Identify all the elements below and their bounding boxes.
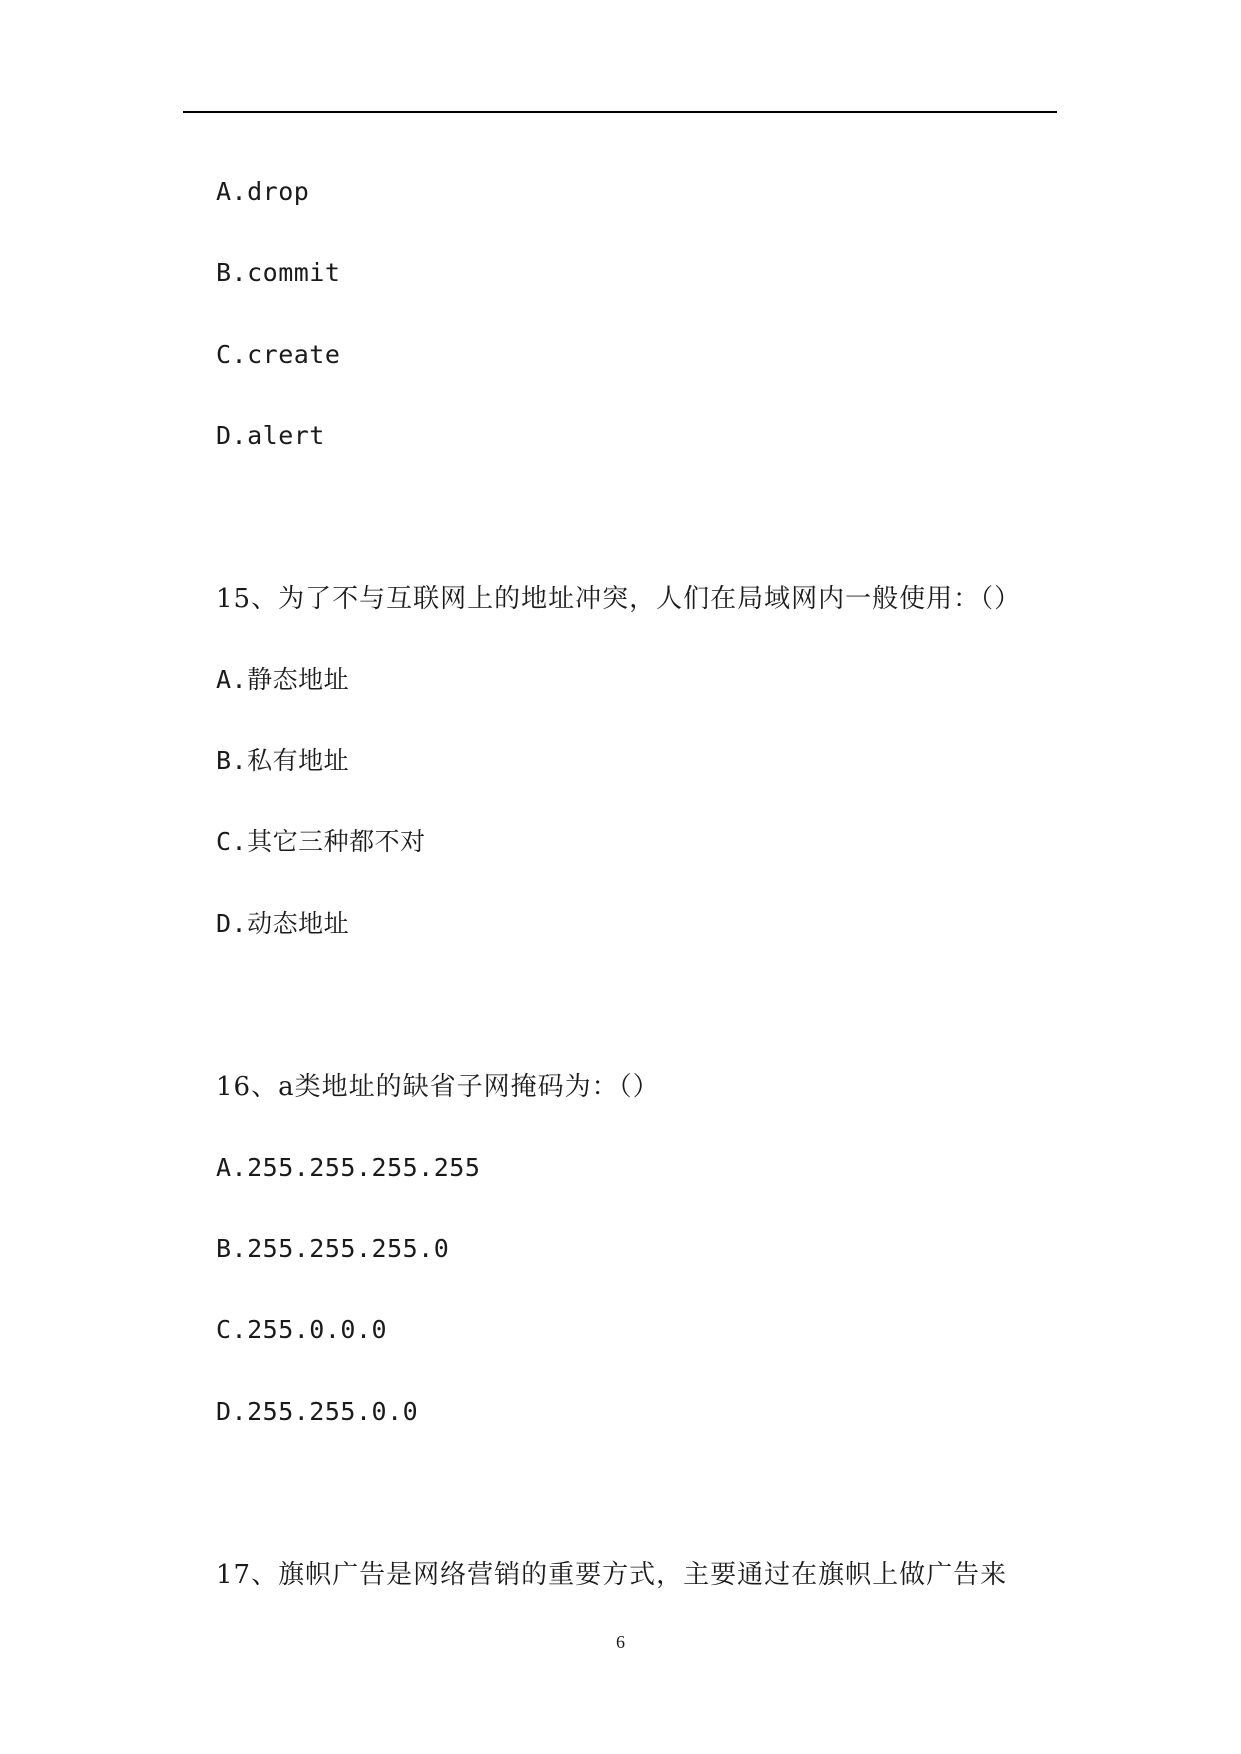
q14-option-d: D.alert bbox=[216, 421, 325, 450]
q16-option-c: C.255.0.0.0 bbox=[216, 1315, 388, 1344]
q16-option-d: D.255.255.0.0 bbox=[216, 1397, 419, 1426]
q15-option-a: A.静态地址 bbox=[216, 665, 350, 694]
q15-option-d: D.动态地址 bbox=[216, 909, 350, 938]
q15-option-b: B.私有地址 bbox=[216, 746, 350, 775]
q14-option-c: C.create bbox=[216, 340, 341, 369]
header-rule bbox=[183, 111, 1057, 113]
q15-question: 15、为了不与互联网上的地址冲突，人们在局域网内一般使用：（） bbox=[216, 584, 1022, 614]
q16-option-a: A.255.255.255.255 bbox=[216, 1153, 481, 1182]
q14-option-b: B.commit bbox=[216, 258, 341, 287]
q17-question: 17、旗帜广告是网络营销的重要方式，主要通过在旗帜上做广告来 bbox=[216, 1560, 1008, 1590]
q16-option-b: B.255.255.255.0 bbox=[216, 1234, 450, 1263]
page-number: 6 bbox=[616, 1632, 625, 1652]
q14-option-a: A.drop bbox=[216, 177, 310, 206]
q16-question: 16、a类地址的缺省子网掩码为：（） bbox=[216, 1072, 660, 1102]
q15-option-c: C.其它三种都不对 bbox=[216, 827, 426, 856]
